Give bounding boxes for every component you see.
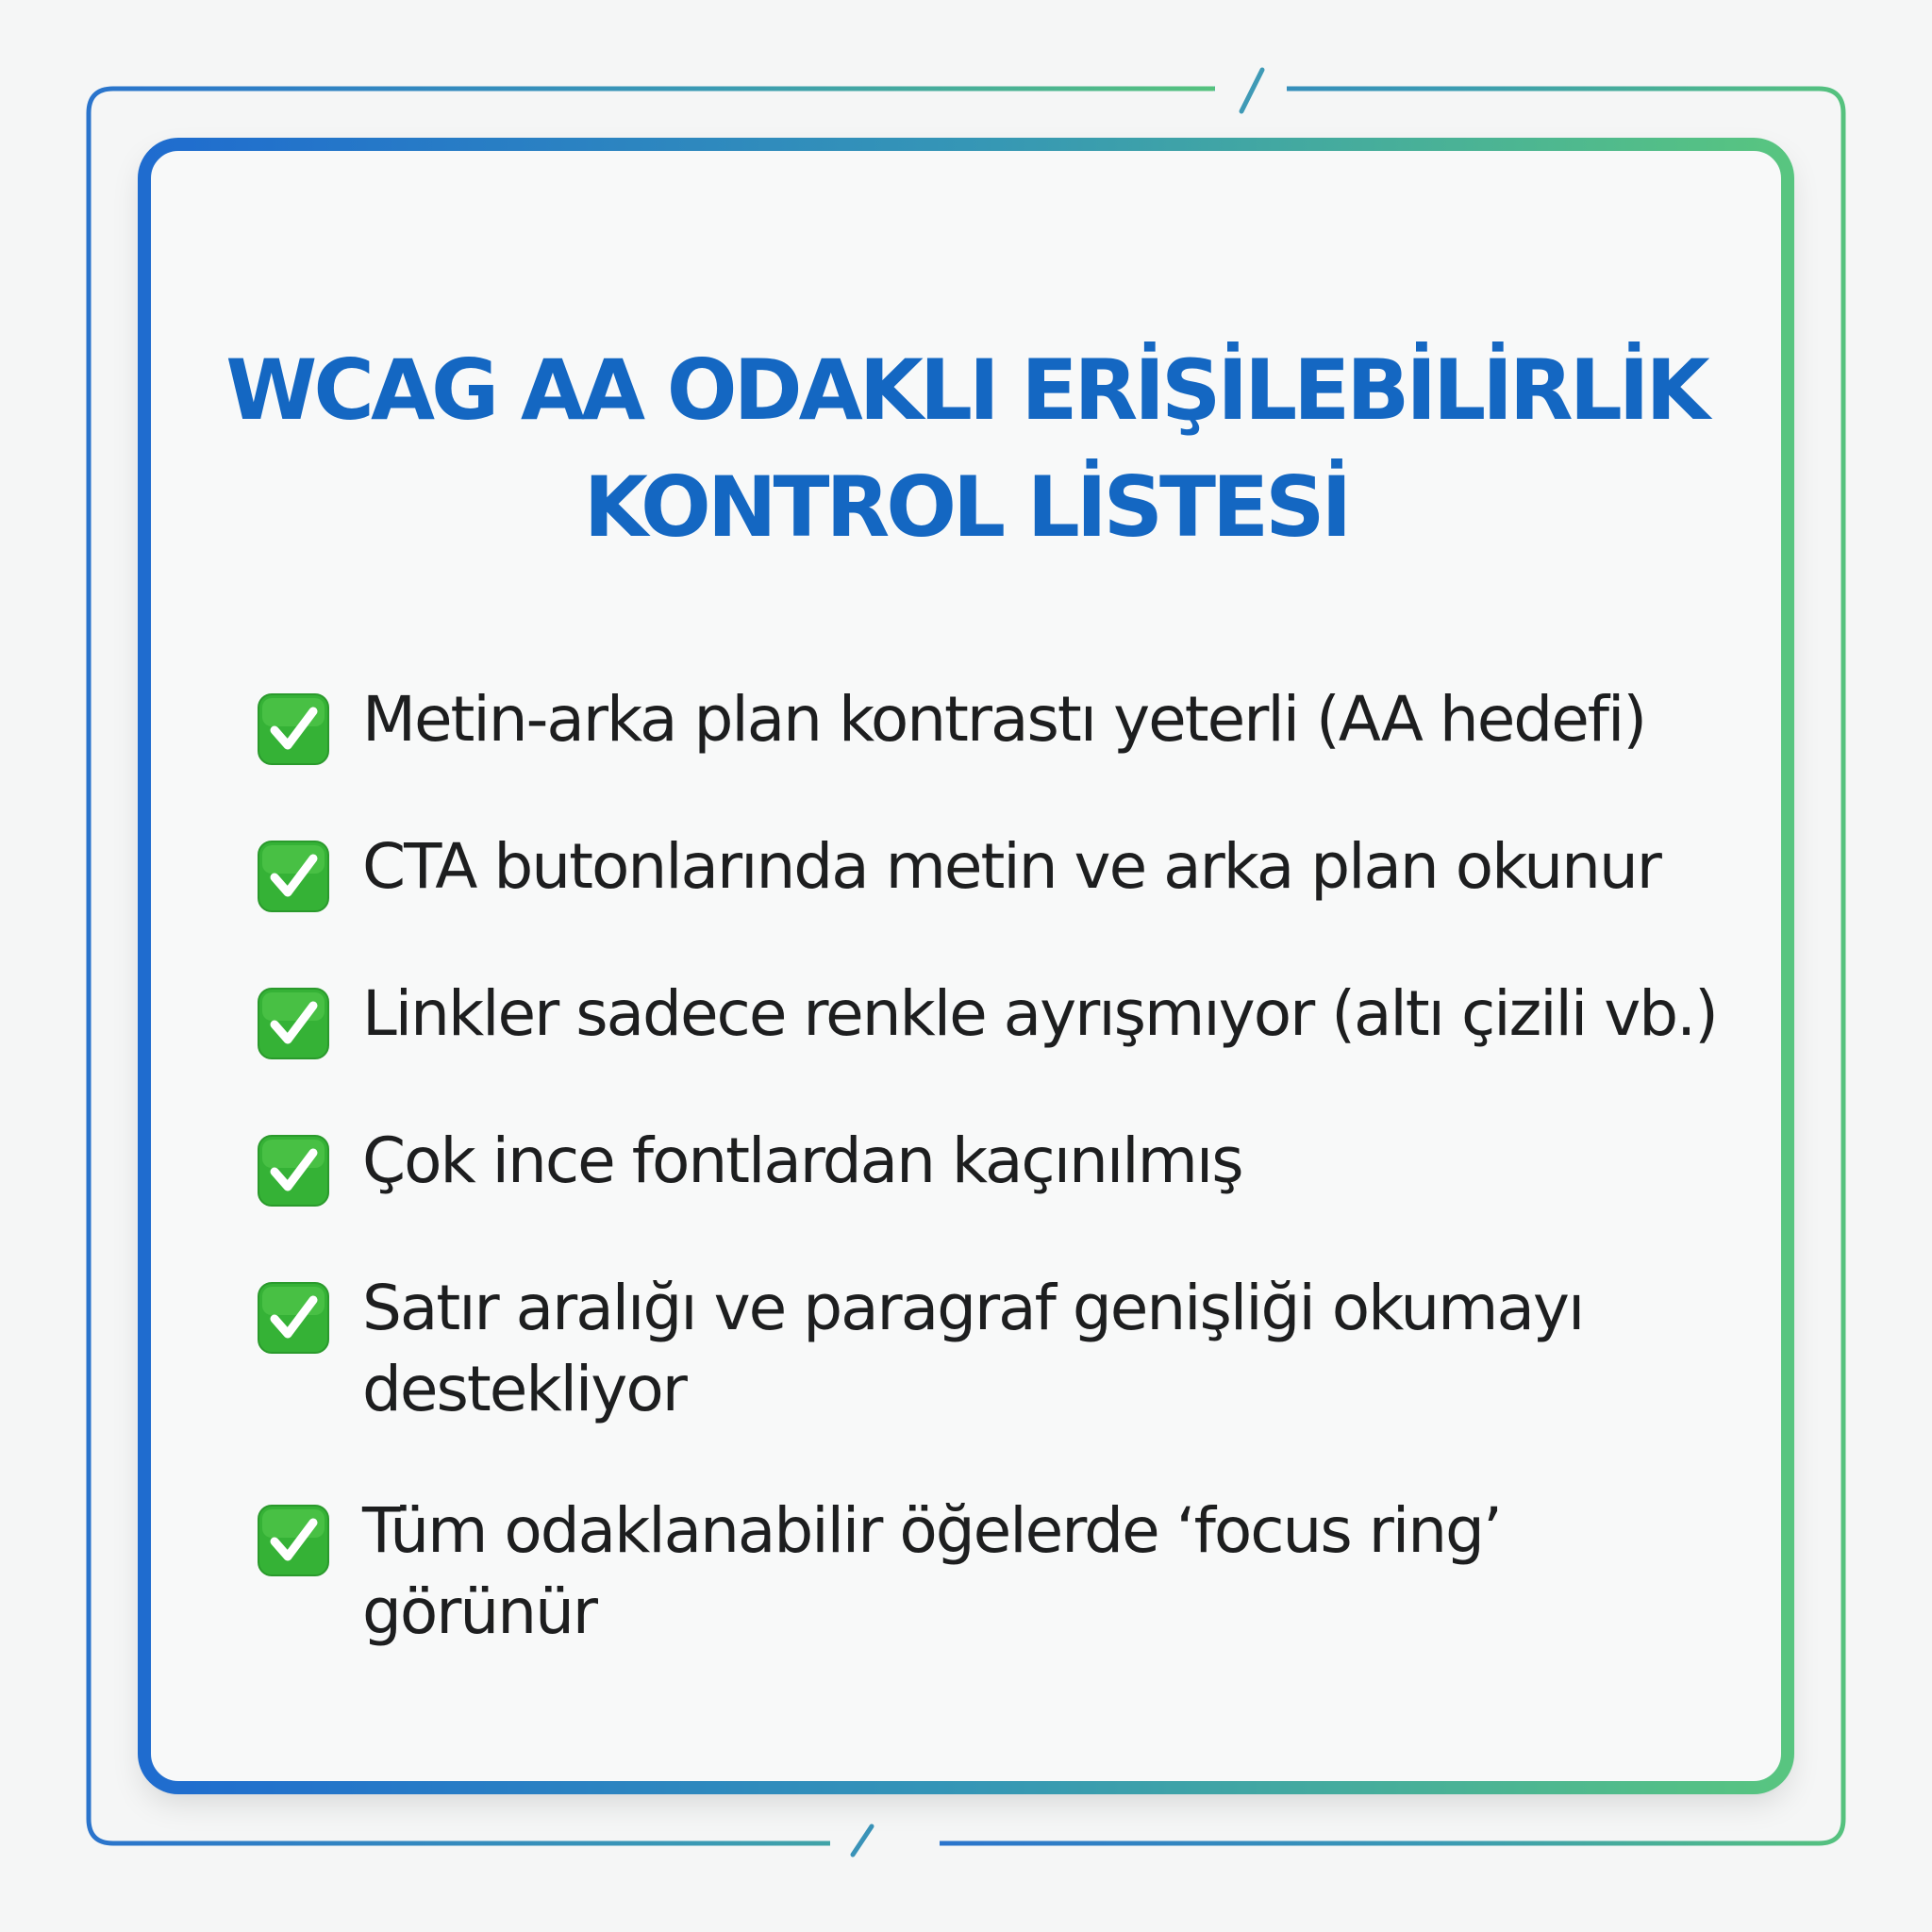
check-mark-button-icon [257,1134,330,1208]
check-mark-button-icon [257,840,330,913]
title-line-2: KONTROL LİSTESİ [583,458,1349,556]
check-mark-button-icon [257,692,330,766]
slash-accent-bottom [853,1826,872,1855]
item-text: Satır aralığı ve paragraf genişliği okumayı destekliyor [362,1272,1584,1425]
item-text: Linkler sadece renkle ayrışmıyor (altı çizili vb.) [362,977,1717,1050]
page-title [143,332,1789,566]
title-line-1: WCAG AA ODAKLI ERİŞİLEBİLİRLİK [225,341,1707,439]
item-text: Çok ince fontlardan kaçınılmış [362,1124,1242,1197]
check-mark-button-icon [257,987,330,1060]
item-text: Tüm odaklanabilir öğelerde ‘focus ring’ görünür [362,1494,1501,1648]
slash-accent-top [1241,70,1262,111]
item-text: CTA butonlarında metin ve arka plan okunur [362,830,1660,903]
check-mark-button-icon [257,1504,330,1577]
item-text: Metin-arka plan kontrastı yeterli (AA hedefi) [362,683,1646,756]
check-mark-button-icon [257,1281,330,1355]
